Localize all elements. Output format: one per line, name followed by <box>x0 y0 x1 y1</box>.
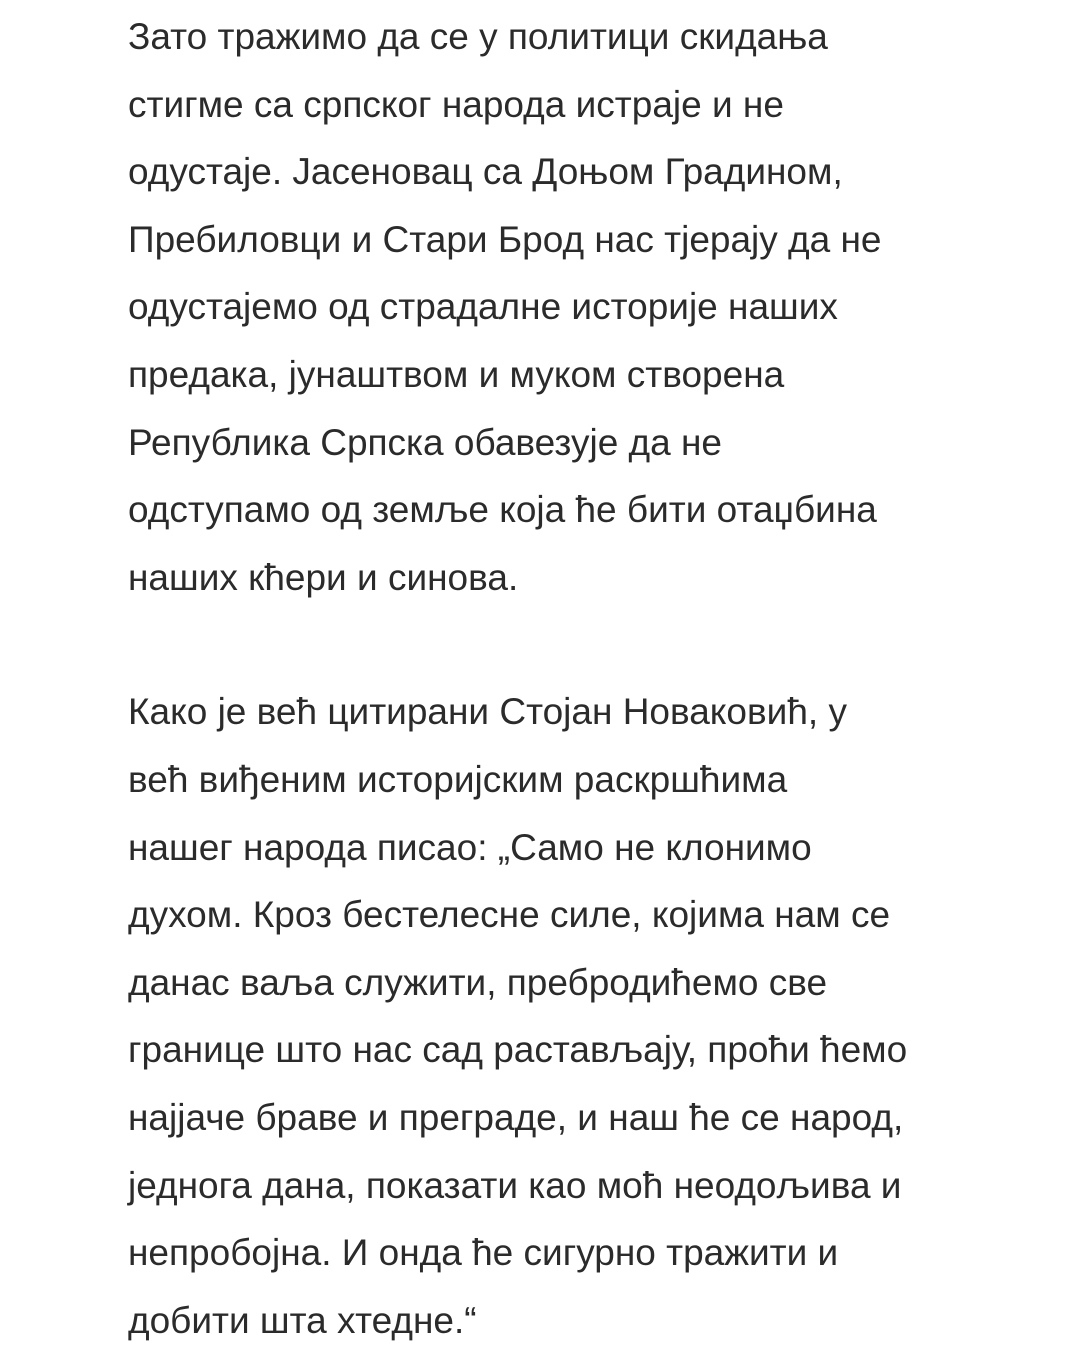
paragraph-1 <box>128 0 1008 611</box>
text-line: најјаче браве и преграде, и наш ће се народ, <box>128 1096 904 1138</box>
text-line: Пребиловци и Стари Брод нас тјерају да не <box>128 218 882 260</box>
article-body <box>128 0 1008 1354</box>
text-line: Како је већ цитирани Стојан Новаковић, у <box>128 691 847 733</box>
text-line: данас ваља служити, пребродићемо све <box>128 961 828 1003</box>
text-line: већ виђеним историјским раскршћима <box>128 758 788 800</box>
text-line: одустајемо од страдалне историје наших <box>128 286 838 328</box>
text-line: добити шта хтедне.“ <box>128 1299 477 1341</box>
text-line: наших кћери и синова. <box>128 556 519 598</box>
text-line: стигме са српског народа истраје и не <box>128 83 784 125</box>
text-line: Зато тражимо да се у политици скидања <box>128 16 828 57</box>
text-line: нашег народа писао: „Само не клонимо <box>128 826 812 868</box>
text-line: духом. Кроз бестелесне силе, којима нам се <box>128 894 891 936</box>
text-line: Република Српска обавезује да не <box>128 421 723 463</box>
text-line: предака, јунаштвом и муком створена <box>128 353 785 395</box>
text-line: одустаје. Јасеновац са Доњом Градином, <box>128 151 843 193</box>
text-line: одступамо од земље која ће бити отаџбина <box>128 489 877 531</box>
text-line: једнога дана, показати као моћ неодољива и <box>128 1164 902 1206</box>
text-line: границе што нас сад растављају, проћи ћемо <box>128 1029 908 1071</box>
text-line: непробојна. И онда ће сигурно тражити и <box>128 1232 839 1274</box>
paragraph-2 <box>128 678 1008 1354</box>
